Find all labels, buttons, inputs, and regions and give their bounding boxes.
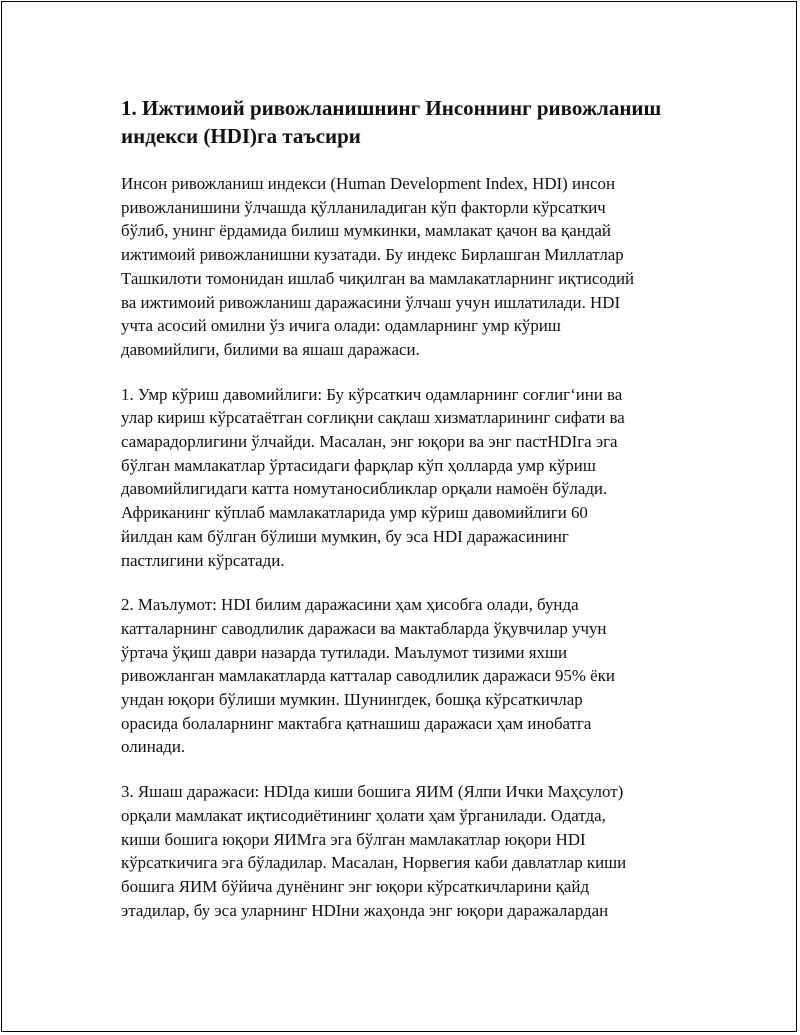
document-body bbox=[121, 94, 681, 943]
paragraph-intro: Инсон ривожланиш индекси (Human Development Index, HDI) инсон ривожланишини ўлчашда қўлланиладиган кўп факторли кўрсаткич бўлиб, унинг ёрдамида билиш мумкинки, мамлакат қачон ва қандай ижтимоий ривожланишни кузатади. Бу индекс Бирлашган Миллатлар Ташкилоти томонидан ишлаб чиқилган ва мамлакатларнинг иқтисодий ва ижтимоий ривожланиш даражасини ўлчаш учун ишлатилади. HDI учта асосий омилни ўз ичига олади: одамларнинг умр кўриш давомийлиги, билими ва яшаш даражаси. bbox=[121, 174, 635, 359]
paragraph-life-expectancy: 1. Умр кўриш давомийлиги: Бу кўрсаткич одамларнинг соғлиг‘ини ва улар кириш кўрсатаётган соғлиқни сақлаш хизматларининг сифати ва самарадорлигини ўлчайди. Масалан, энг юқори ва энг пастHDIга эга бўлган мамлакатлар ўртасидаги фарқлар кўп ҳолларда умр кўриш давомийлигидаги катта номутаносибликлар орқали намоён бўлади. Африканинг кўплаб мамлакатларида умр кўриш давомийлиги 60 йилдан кам бўлган бўлиши мумкин, бу эса HDI даражасининг пастлигини кўрсатади. bbox=[121, 384, 625, 570]
paragraph-education: 2. Маълумот: HDI билим даражасини ҳам ҳисобга олади, бунда катталарнинг саводлилик даражаси ва мактабларда ўқувчилар учун ўртача ўқиш даври назарда тутилади. Маълумот тизими яхши ривожланган мамлакатларда катталар саводлилик даражаси 95% ёки ундан юқори бўлиши мумкин. Шунингдек, бошқа кўрсаткичлар орасида болаларнинг мактабга қатнашиш даражаси ҳам инобатга олинади. bbox=[121, 595, 615, 757]
section-heading: 1. Ижтимоий ривожланишнинг Инсоннинг ривожланиш индекси (HDI)га таъсири bbox=[121, 96, 662, 148]
document-page bbox=[1, 1, 797, 1032]
paragraph-living-standard: 3. Яшаш даражаси: HDIда киши бошига ЯИМ (Ялпи Ички Маҳсулот) орқали мамлакат иқтисодиётининг ҳолати ҳам ўрганилади. Одатда, киши бошига юқори ЯИМга эга бўлган мамлакатлар юқори HDI кўрсаткичига эга бўладилар. Масалан, Норвегия каби давлатлар киши бошига ЯИМ бўйича дунёнинг энг юқори кўрсаткичларини қайд этадилар, бу эса уларнинг HDIни жаҳонда энг юқори даражалардан bbox=[121, 782, 627, 920]
